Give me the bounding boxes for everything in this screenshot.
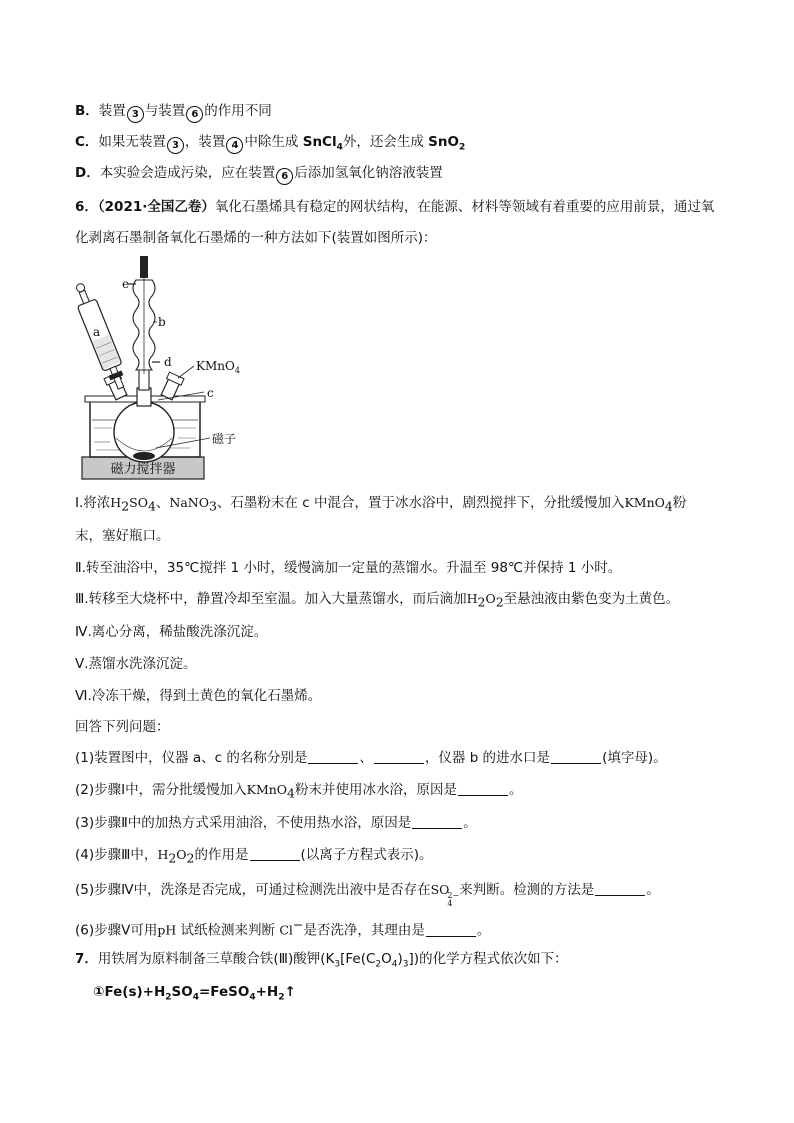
question-source: （2021·全国乙卷） bbox=[97, 199, 215, 215]
circled-number: 6 bbox=[276, 168, 293, 185]
circled-number: 3 bbox=[127, 106, 144, 123]
label-b: b bbox=[158, 315, 166, 329]
answer-blank[interactable] bbox=[426, 924, 476, 937]
step-5: Ⅴ.蒸馏水洗涤沉淀。 bbox=[75, 656, 197, 672]
option-letter: B． bbox=[75, 103, 99, 119]
step-6: Ⅵ.冷冻干燥，得到土黄色的氧化石墨烯。 bbox=[75, 688, 322, 704]
step-4: Ⅳ.离心分离，稀盐酸洗涤沉淀。 bbox=[75, 624, 268, 640]
option-b: B．装置 3 与装置 6 的作用不同 bbox=[75, 101, 272, 123]
sub-question-1: (1)装置图中，仪器 a、c 的名称分别是 、 ，仪器 b 的进水口是 (填字母)。 bbox=[75, 750, 667, 766]
label-d: d bbox=[164, 355, 172, 369]
label-magnet: 磁子 bbox=[212, 432, 237, 446]
step-1: Ⅰ.将浓$H_2SO_4$、NaNO$_3$、石墨粉末在 c 中混合，置于冰水浴中，剧烈搅拌下，分批缓慢加入KMnO$_4$粉 bbox=[75, 495, 687, 514]
answer-blank[interactable] bbox=[458, 783, 508, 796]
circled-number: 3 bbox=[167, 137, 184, 154]
answer-blank[interactable] bbox=[250, 848, 300, 861]
sub-question-4: (4)步骤Ⅲ中，$H_2O_2$的作用是 (以离子方程式表示)。 bbox=[75, 847, 433, 866]
question-number: 6． bbox=[75, 199, 98, 215]
circled-number: 6 bbox=[186, 106, 203, 123]
step-3: Ⅲ.转移至大烧杯中，静置冷却至室温。加入大量蒸馏水，而后滴加$H_2O_2$至悬浊液由紫色变为土黄色。 bbox=[75, 591, 680, 610]
answer-blank[interactable] bbox=[551, 751, 601, 764]
circled-number: 4 bbox=[226, 137, 243, 154]
q7-line-1: 7．用铁屑为原料制备三草酸合铁(Ⅲ)酸钾$(K_3[Fe(C_2O_4)_3])$的化学方程式依次如下： bbox=[75, 951, 568, 970]
step-2: Ⅱ.转至油浴中，35℃搅拌 1 小时，缓慢滴加一定量的蒸馏水。升温至 98℃并保持 1 小时。 bbox=[75, 560, 622, 576]
option-letter: C． bbox=[75, 134, 99, 150]
label-kmno4: KMnO$_4$ bbox=[196, 359, 240, 375]
sub-question-3: (3)步骤Ⅱ中的加热方式采用油浴，不使用热水浴，原因是 。 bbox=[75, 815, 477, 831]
apparatus-figure bbox=[60, 250, 260, 486]
step-1-cont: 末，塞好瓶口。 bbox=[75, 528, 170, 544]
sub-question-5: (5)步骤Ⅳ中，洗涤是否完成，可通过检测洗出液中是否存在SO 2− 4 来判断。检测的方法是 。 bbox=[75, 882, 660, 908]
answer-blank[interactable] bbox=[595, 883, 645, 896]
magnetic-stirrer-label: 磁力搅拌器 bbox=[110, 462, 176, 477]
answer-blank[interactable] bbox=[374, 751, 424, 764]
question-number: 7． bbox=[75, 951, 98, 967]
label-e: e bbox=[122, 277, 130, 291]
answer-blank[interactable] bbox=[412, 816, 462, 829]
magnetic-stir-bar bbox=[133, 452, 155, 460]
label-c: c bbox=[207, 386, 214, 400]
sub-question-2: (2)步骤Ⅰ中，需分批缓慢加入KMnO$_4$粉末并使用冰水浴，原因是 。 bbox=[75, 782, 523, 801]
q6-line-2: 化剥离石墨制备氧化石墨烯的一种方法如下(装置如图所示)： bbox=[75, 230, 437, 246]
option-c: C．如果无装置 3 ，装置 4 中除生成 SnCl$_4$外，还会生成 SnO$_2$ bbox=[75, 134, 466, 153]
answer-blank[interactable] bbox=[308, 751, 358, 764]
option-d: D．本实验会造成污染，应在装置 6 后添加氢氧化钠溶液装置 bbox=[75, 163, 443, 185]
answer-prompt: 回答下列问题： bbox=[75, 719, 170, 735]
q6-line-1: 6．（2021·全国乙卷）氧化石墨烯具有稳定的网状结构，在能源、材料等领域有着重要的应用前景，通过氧 bbox=[75, 199, 715, 215]
label-a: a bbox=[93, 325, 101, 339]
sub-question-6: (6)步骤Ⅴ可用pH 试纸检测来判断 Cl−是否洗净，其理由是 。 bbox=[75, 917, 491, 939]
q7-equation-1: $①Fe(s)+H_2SO_4=FeSO_4+H_2↑$ bbox=[93, 984, 296, 1003]
option-letter: D． bbox=[75, 165, 100, 181]
